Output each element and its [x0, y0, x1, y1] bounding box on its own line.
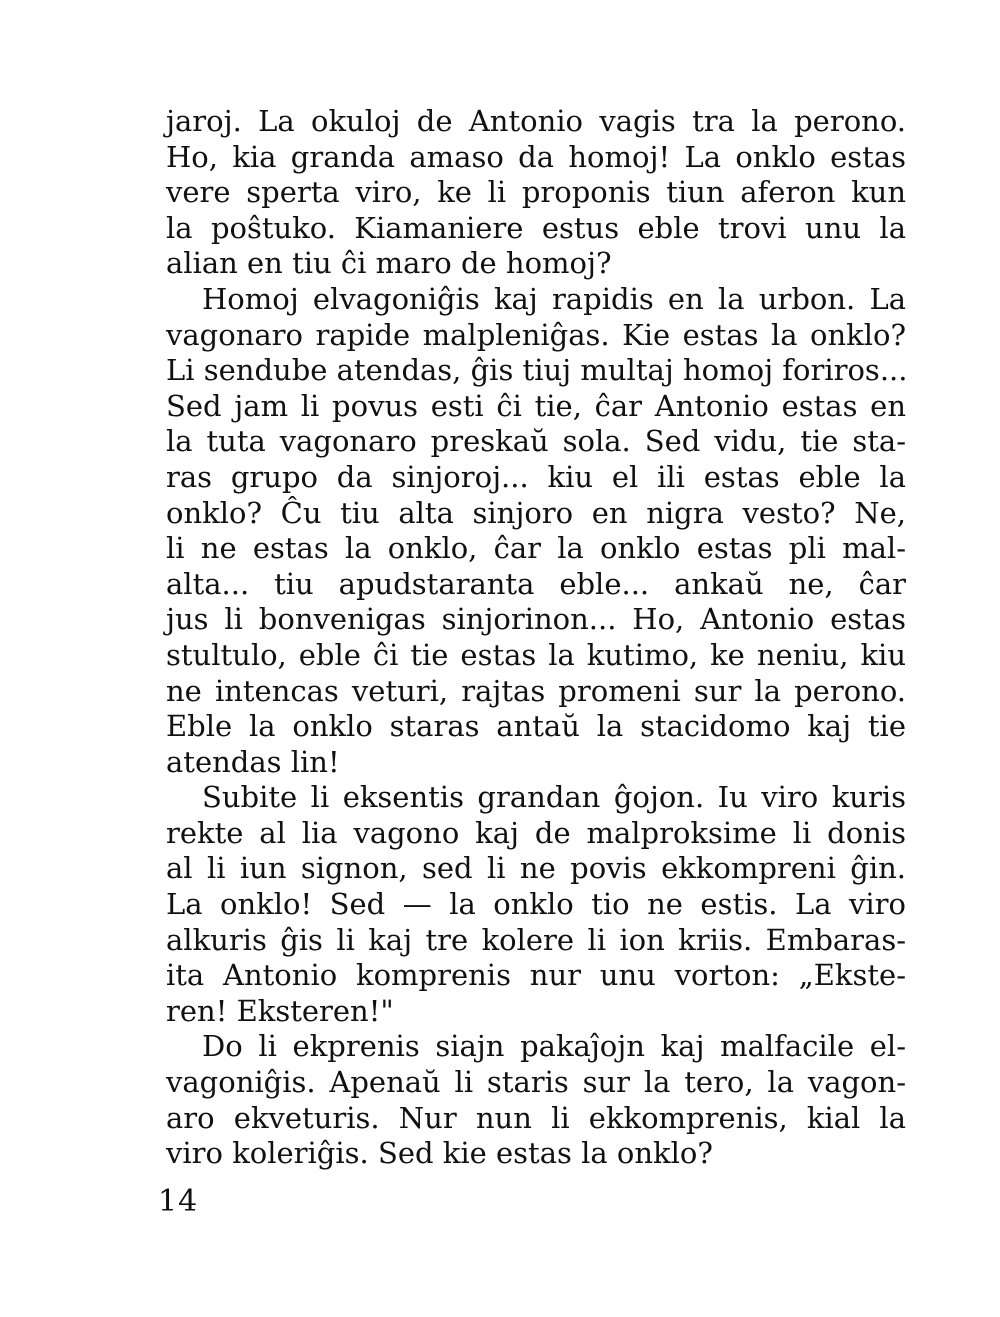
text-line: Li sendube atendas, ĝis tiuj multaj homoj foriros... — [166, 353, 908, 388]
text-line: Do li ekprenis siajn pakaĵojn kaj malfacile el- — [202, 1029, 906, 1064]
paragraph-2 — [166, 282, 906, 780]
text-line: jus li bonvenigas sinjorinon... Ho, Antonio estas — [166, 602, 906, 637]
text-line: vere sperta viro, ke li proponis tiun aferon kun — [166, 175, 906, 210]
text-line: ita Antonio komprenis nur unu vorton: „Ekste- — [166, 958, 906, 993]
text-line: al li iun signon, sed li ne povis ekkompreni ĝin. — [166, 851, 906, 886]
text-line: viro koleriĝis. Sed kie estas la onklo? — [166, 1136, 713, 1171]
text-line: vagonaro rapide malpleniĝas. Kie estas la onklo? — [166, 317, 906, 352]
text-line: stultulo, eble ĉi tie estas la kutimo, ke neniu, kiu — [166, 637, 906, 672]
text-line: atendas lin! — [166, 744, 340, 779]
text-line: onklo? Ĉu tiu alta sinjoro en nigra vesto? Ne, — [166, 495, 906, 530]
text-line: vagoniĝis. Apenaŭ li staris sur la tero, la vagon- — [166, 1065, 906, 1100]
text-line: la tuta vagonaro preskaŭ sola. Sed vidu, tie sta- — [166, 424, 906, 459]
text-line: aro ekveturis. Nur nun li ekkomprenis, kial la — [166, 1100, 906, 1135]
text-line: li ne estas la onklo, ĉar la onklo estas pli mal- — [166, 531, 906, 566]
text-line: Sed jam li povus esti ĉi tie, ĉar Antonio estas en — [166, 388, 906, 423]
text-line: rekte al lia vagono kaj de malproksime li donis — [166, 815, 906, 850]
body-text — [166, 104, 906, 1172]
text-line: alkuris ĝis li kaj tre kolere li ion kriis. Embaras- — [166, 922, 906, 957]
text-line: alta... tiu apudstaranta eble... ankaŭ ne, ĉar — [166, 566, 906, 601]
text-line: Eble la onklo staras antaŭ la stacidomo kaj tie — [166, 709, 906, 744]
text-line: ren! Eksteren!" — [166, 993, 394, 1028]
page-number: 14 — [158, 1184, 199, 1219]
text-line: jaroj. La okuloj de Antonio vagis tra la perono. — [166, 104, 906, 138]
text-line: ne intencas veturi, rajtas promeni sur la perono. — [166, 673, 906, 708]
text-line: Subite li eksentis grandan ĝojon. Iu viro kuris — [202, 780, 906, 815]
text-line: La onklo! Sed — la onklo tio ne estis. La viro — [166, 887, 906, 922]
paragraph-3 — [166, 780, 906, 1029]
text-line: Ho, kia granda amaso da homoj! La onklo estas — [166, 139, 906, 174]
text-line: ras grupo da sinjoroj... kiu el ili estas eble la — [166, 459, 906, 494]
paragraph-4 — [166, 1029, 906, 1171]
text-line: alian en tiu ĉi maro de homoj? — [166, 246, 612, 281]
text-line: Homoj elvagoniĝis kaj rapidis en la urbon. La — [202, 281, 906, 316]
text-line: la poŝtuko. Kiamaniere estus eble trovi unu la — [166, 210, 906, 245]
paragraph-1 — [166, 104, 906, 282]
